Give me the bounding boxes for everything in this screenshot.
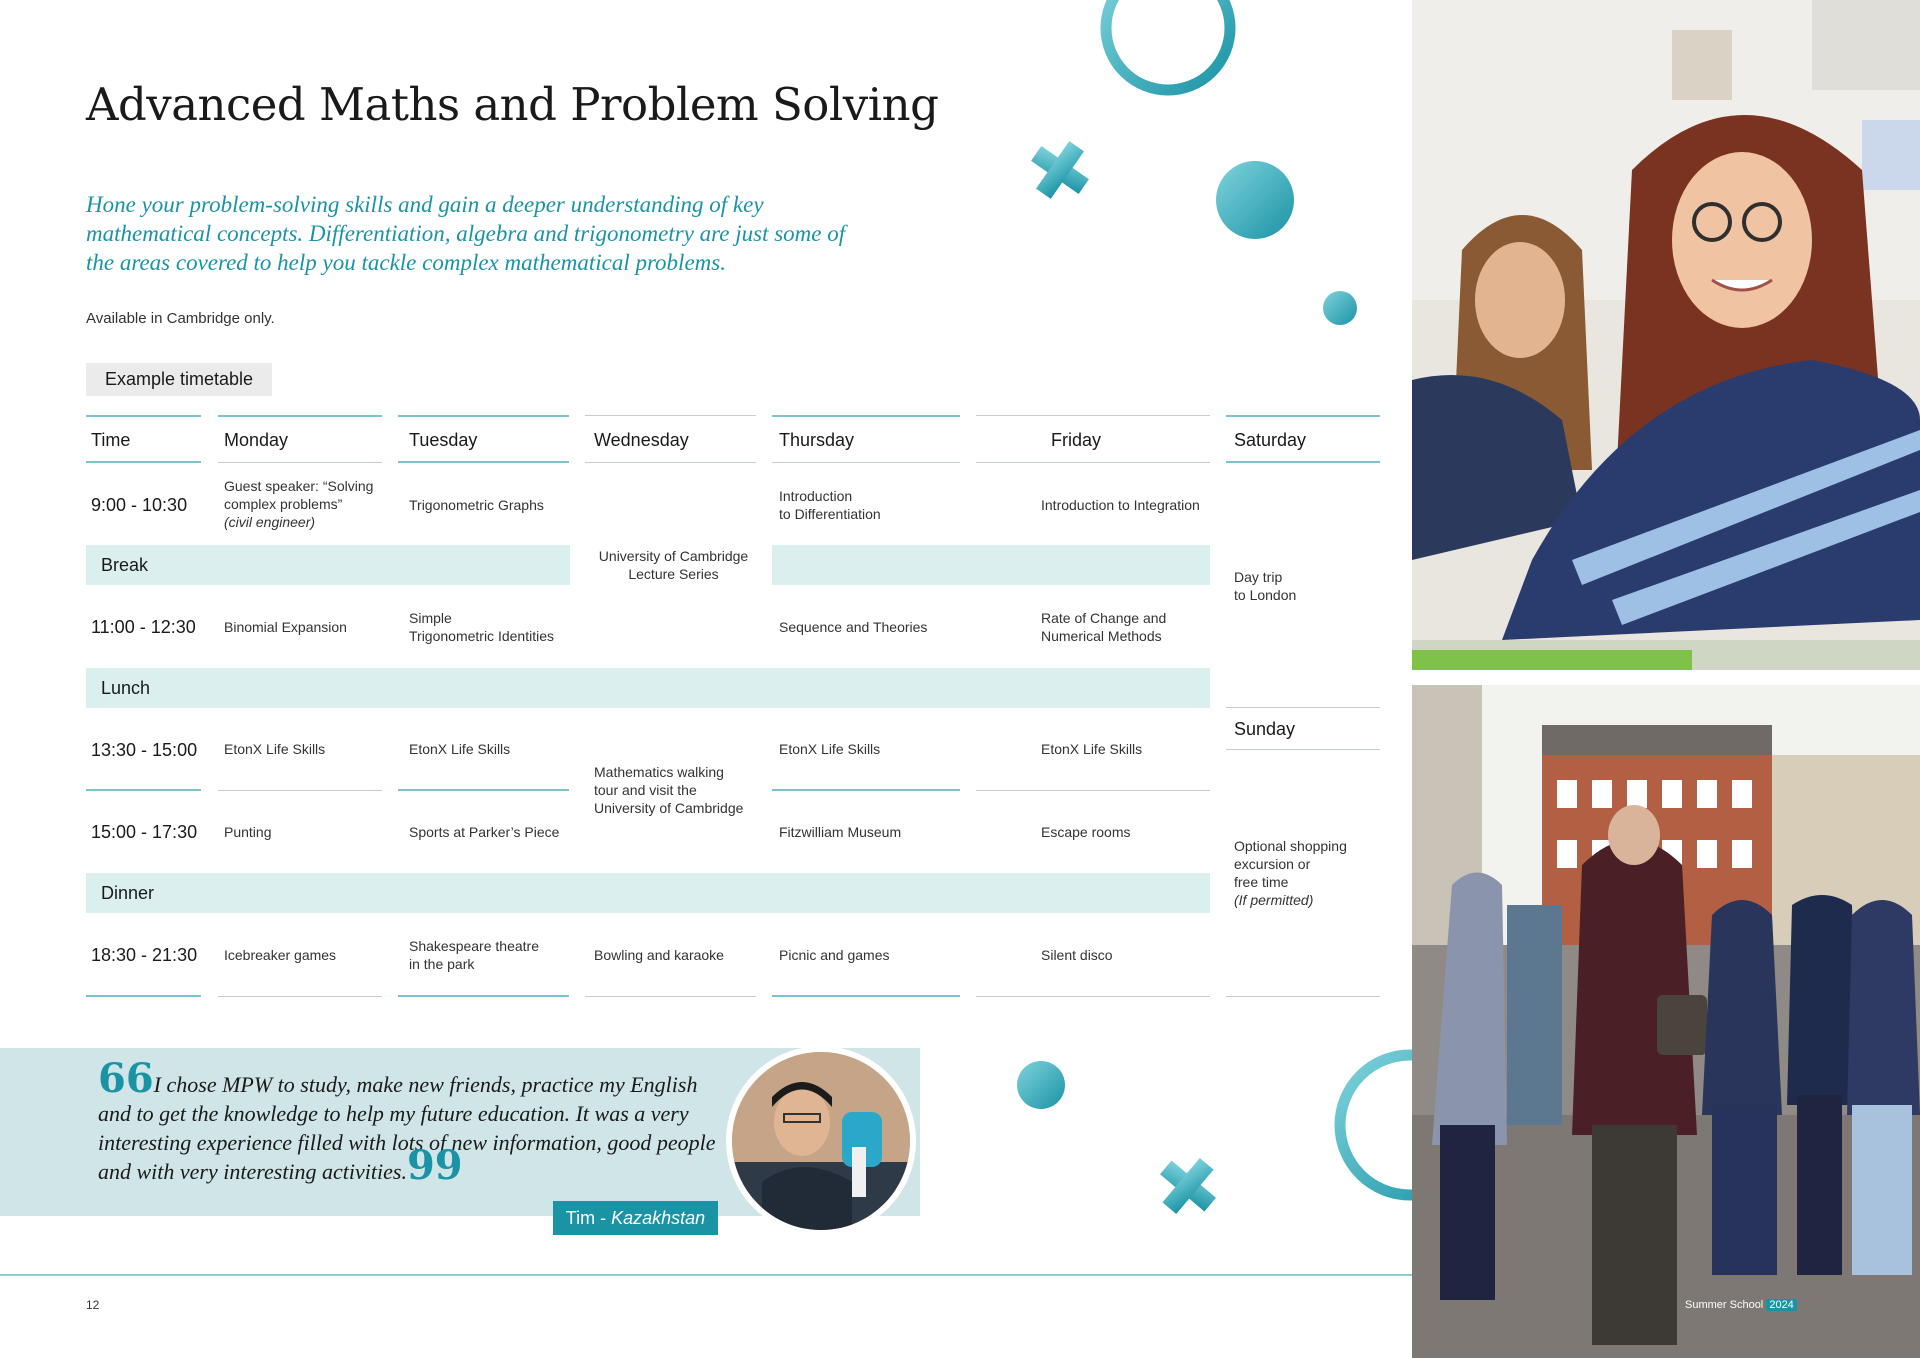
friday-slot-4: Escape rooms [1041,824,1131,840]
dinner-label: Dinner [101,883,155,903]
header-monday: Monday [224,430,289,450]
time-slot: 13:30 - 15:00 [91,740,198,760]
dot-shape [1323,291,1357,325]
footer-rule [0,1274,1412,1276]
photo-footer: Summer School 2024 [1685,1299,1797,1311]
students-classroom-photo [1412,0,1920,670]
time-slot: 11:00 - 12:30 [91,617,196,637]
tuesday-slot-5: Shakespeare theatre in the park [409,938,539,972]
dinner-band [86,873,1210,913]
walking-tour-photo [1412,685,1920,1358]
timetable-label: Example timetable [86,363,272,396]
friday-slot-3: EtonX Life Skills [1041,741,1143,757]
column-rule [976,462,1210,463]
testimonial-quote: 66I chose MPW to study, make new friends, practice my English and to get the knowledge to help my future education. It was a very interesting experience filled with lots of new information, good people and with very interesting activities.99 [98,1055,716,1189]
column-rule [585,996,756,997]
sunday-activity: Optional shopping excursion or free time (If permitted) [1234,838,1347,908]
wednesday-walking-tour: Mathematics walking tour and visit the University of Cambridge [594,764,744,816]
page-number: 12 [86,1298,100,1312]
tuesday-slot-3: EtonX Life Skills [409,741,511,757]
column-rule [1226,749,1380,750]
friday-slot-2: Rate of Change and Numerical Methods [1041,610,1167,644]
column-rule [398,461,569,463]
saturday-activity: Day trip to London [1234,569,1297,603]
header-thursday: Thursday [779,430,855,450]
student-avatar [726,1046,916,1236]
wednesday-slot-5: Bowling and karaoke [594,947,724,963]
monday-slot-5: Icebreaker games [224,947,337,963]
column-rule [218,415,382,417]
column-rule [772,462,960,463]
header-wednesday: Wednesday [594,430,689,450]
column-rule [398,995,569,997]
dot-shape [1216,161,1294,239]
header-time: Time [91,430,131,450]
column-rule [772,995,960,997]
row-rule [218,790,382,791]
column-rule [1226,461,1380,463]
lunch-label: Lunch [101,678,151,698]
column-rule [772,415,960,417]
row-rule [86,789,201,791]
thursday-slot-3: EtonX Life Skills [779,741,881,757]
intro-text: Hone your problem-solving skills and gain a deeper understanding of key mathematical concepts. Differentiation, algebra and trigonometry are just some of the areas covered to help you tackle complex mathematical problems. [86,192,846,275]
column-rule [1226,996,1380,997]
wednesday-lecture: University of Cambridge Lecture Series [598,548,749,582]
column-rule [585,462,756,463]
tuesday-slot-2: Simple Trigonometric Identities [409,610,554,644]
lunch-band [86,668,1210,708]
header-friday: Friday [1051,430,1102,450]
thursday-slot-2: Sequence and Theories [779,619,928,635]
monday-slot-1: Guest speaker: “Solving complex problems” (civil engineer) [224,478,374,530]
column-rule [1226,415,1380,417]
row-rule [976,790,1210,791]
friday-slot-5: Silent disco [1041,947,1113,963]
cross-shape [1147,1145,1229,1227]
monday-slot-4: Punting [224,824,272,840]
time-slot: 18:30 - 21:30 [91,945,198,965]
monday-slot-3: EtonX Life Skills [224,741,326,757]
dot-shape [1017,1061,1065,1109]
monday-slot-2: Binomial Expansion [224,619,347,635]
availability-note: Available in Cambridge only. [86,310,275,327]
column-rule [86,415,201,417]
break-label: Break [101,555,149,575]
column-rule [1226,707,1380,708]
column-rule [976,415,1210,416]
tuesday-slot-1: Trigonometric Graphs [409,497,544,513]
column-rule [976,996,1210,997]
student-photo-illustration [732,1052,910,1230]
header-sunday: Sunday [1234,719,1296,739]
row-rule [772,789,960,791]
break-band [86,545,570,585]
column-rule [585,415,756,416]
column-rule [398,415,569,417]
cross-shape [1020,130,1101,211]
thursday-slot-5: Picnic and games [779,947,890,963]
friday-slot-1: Introduction to Integration [1041,497,1200,513]
ring-shape [1340,1055,1412,1195]
break-band [772,545,1210,585]
close-quote-mark: 99 [406,1142,463,1189]
column-rule [86,995,201,997]
page-title: Advanced Maths and Problem Solving [86,78,939,131]
time-slot: 9:00 - 10:30 [91,495,188,515]
thursday-slot-1: Introduction to Differentiation [779,488,881,522]
header-saturday: Saturday [1234,430,1307,450]
time-slot: 15:00 - 17:30 [91,822,198,842]
testimonial-author: Tim - Kazakhstan [553,1201,718,1235]
tuesday-slot-4: Sports at Parker’s Piece [409,824,560,840]
thursday-slot-4: Fitzwilliam Museum [779,824,902,840]
ring-shape [1106,0,1230,90]
header-tuesday: Tuesday [409,430,478,450]
open-quote-mark: 66 [98,1055,154,1102]
row-rule [398,789,569,791]
column-rule [218,462,382,463]
column-rule [86,461,201,463]
column-rule [218,996,382,997]
